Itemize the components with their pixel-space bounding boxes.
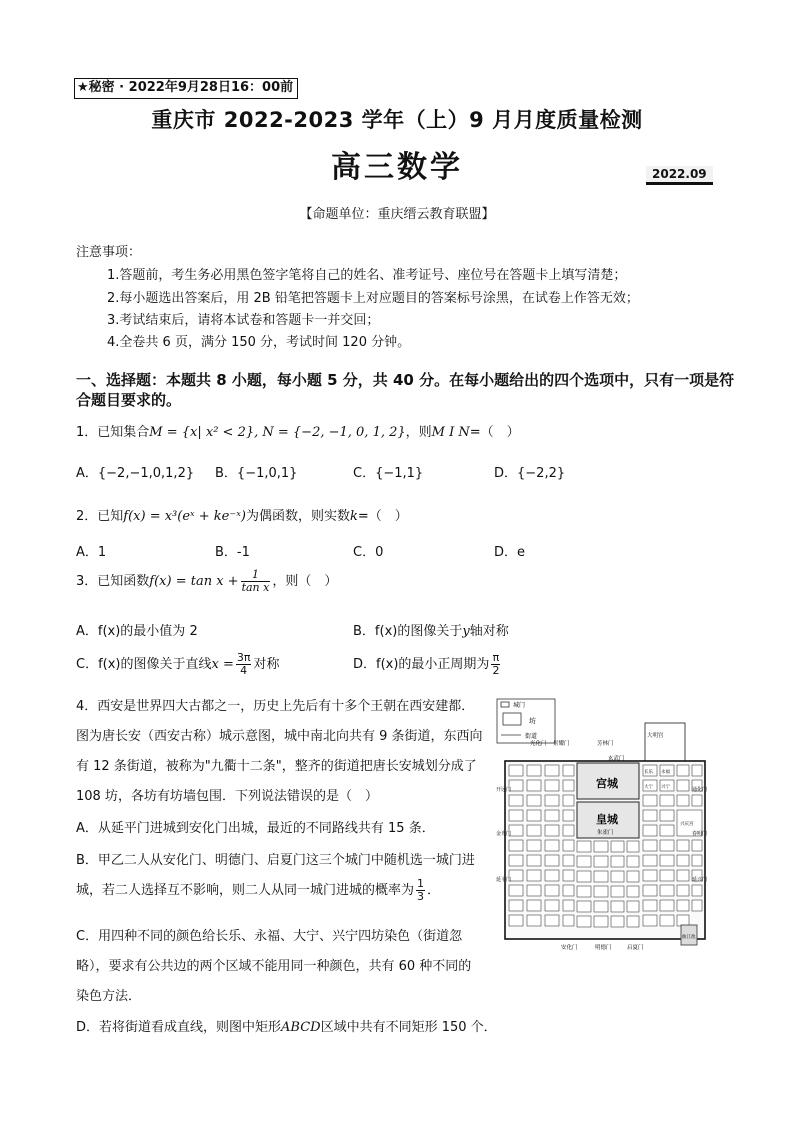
q3-option-c-var: x = [211,657,234,672]
fraction-denominator: 4 [240,664,248,677]
changan-city-map [495,695,717,957]
fraction-denominator: 3 [417,890,425,903]
q2-option-d: D．e [494,545,526,560]
confidential-label: ★秘密 · 2022年9月28日16：00前 [74,78,298,99]
q4-option-b-text: ． [427,883,441,898]
gate-label-bottom: 安化门 [561,945,578,951]
question-2 [76,505,408,524]
map-legend [497,699,555,743]
q1-option-d: D．{−2,2} [494,466,566,481]
gate-label-top: 景耀门 [553,741,570,747]
q2-option-c: C．0 [353,545,384,560]
daming-label: 大明宫 [647,733,664,739]
q3-option-b-var: y [462,624,470,639]
ward-label: 兴宁 [661,785,670,790]
gate-label-bottom: 启夏门 [627,945,644,951]
q3-fraction [241,569,271,594]
fraction-numerator: 1 [417,877,425,890]
daming-palace [645,723,685,761]
q3-option-b-text: B．f(x)的图像关于 [353,624,463,639]
notice-heading: 注意事项： [76,245,142,260]
q1-option-a: A．{−2,−1,0,1,2} [76,466,195,481]
fraction-numerator: 1 [241,569,271,582]
q1-formula: M = {x| x² < 2}, N = {−2, −1, 0, 1, 2} [149,425,406,440]
gate-label-right: 延兴门 [692,877,708,883]
q3-option-d-text: D．f(x)的最小正周期为 [353,657,490,672]
q3-option-c-text: 对称 [253,657,280,672]
q3-option-c-text: C．f(x)的图像关于直线 [76,657,212,672]
xuanwu-label: 玄武门 [608,756,625,762]
gate-label-top: 芳林门 [597,741,614,747]
fraction-denominator: tan x [241,581,270,594]
gate-label-left: 开远门 [496,787,512,793]
q2-formula: f(x) = x³(eˣ + ke⁻ˣ) [123,509,246,524]
exam-title: 重庆市 2022-2023 学年（上）9 月月度质量检测 [151,108,643,132]
fraction-numerator: π [492,651,500,664]
ward-label: 永福 [661,770,670,775]
q4-option-c: C．用四种不同的颜色给长乐、永福、大宁、兴宁四坊染色（街道忽略），要求有公共边的两个区域不能用同一种颜色，共有 60 种不同的染色方法． [76,929,472,1004]
author-unit: 【命题单位：重庆缙云教育联盟】 [299,207,495,222]
gate-label-left: 金光门 [496,831,512,837]
q3-option-d-fraction [491,652,500,677]
ward-label: 兴庆宫 [680,822,694,827]
notice-item: 2.每小题选出答案后，用 2B 铅笔把答题卡上对应题目的答案标号涂黑，在试卷上作答无效； [107,291,639,306]
q2-formula: k [349,509,358,524]
q1-stem: =（ ） [469,425,520,440]
palace-label: 宫城 [596,777,618,790]
notice-item: 3.考试结束后，请将本试卷和答题卡一并交回； [107,313,380,328]
zhuque-label: 朱雀门 [597,830,614,836]
gate-label-right: 通化门 [692,787,708,793]
q3-option-a: A．f(x)的最小值为 2 [76,624,198,639]
subject-title: 高三数学 [331,150,463,185]
ward-label: 长乐 [644,770,653,775]
notice-item: 4.全卷共 6 页，满分 150 分，考试时间 120 分钟。 [107,335,411,350]
gate-label-right: 春明门 [692,831,708,837]
q1-formula: M I N [431,425,470,440]
q3-option-b-text: 轴对称 [469,624,509,639]
legend-fang-label: 坊 [529,717,536,725]
q4-option-a: A．从延平门进城到安化门出城，最近的不同路线共有 15 条． [76,821,435,836]
q3-option-c [76,652,280,677]
q4-option-d-text: D．若将街道看成直线，则图中矩形 [76,1020,282,1035]
q2-option-a: A．1 [76,545,107,560]
q4-option-b [76,846,484,906]
fraction-denominator: 2 [492,664,500,677]
gate-label-left: 延平门 [496,877,512,883]
fraction-numerator: 3π [236,651,251,664]
q2-stem: 2．已知 [76,509,124,524]
q1-option-b: B．{−1,0,1} [215,466,298,481]
q1-stem: 1．已知集合 [76,425,150,440]
gate-label-bottom: 明德门 [595,945,612,951]
q4-option-b-fraction [416,878,425,903]
q4-option-b-text: B．甲乙二人从安化门、明德门、启夏门这三个城门中随机选一城门进城，若二人选择互不影响，则二人从同一城门进城的概率为 [76,853,475,898]
q1-stem: ，则 [405,425,432,440]
ward-label: 大宁 [644,785,653,790]
question-1 [76,421,520,440]
legend-street-label: 街道 [525,733,538,740]
question-4: 4．西安是世界四大古都之一，历史上先后有十多个王朝在西安建都．图为唐长安（西安古称）城示意图，城中南北向共有 9 条街道，东西向有 12 条街道，被称为"九衢十二条"，整齐的街道把唐长安城划分成了 108 坊，各坊有坊墙包围．下列说法错误的是（ ） [76,699,483,804]
q2-stem: =（ ） [357,509,408,524]
q4-option-d-var: ABCD [281,1020,321,1035]
q3-option-b [353,620,509,639]
q3-option-d [353,652,502,677]
q1-option-c: C．{−1,1} [353,466,424,481]
q4-option-d-text: 区域中共有不同矩形 150 个． [320,1020,497,1035]
q4-option-d [76,1016,497,1035]
question-3 [76,569,337,594]
q3-option-c-fraction [236,652,252,677]
q2-option-b: B．-1 [215,545,250,560]
q3-stem: 3．已知函数 [76,574,150,589]
gate-label-top: 光化门 [530,741,547,747]
q2-stem: 为偶函数，则实数 [245,509,350,524]
legend-gate-label: 城门 [513,702,526,709]
q3-stem: ，则（ ） [272,574,338,589]
qujiang-label: 曲江池 [682,935,696,940]
section-heading: 一、选择题：本题共 8 小题，每小题 5 分，共 40 分。在每小题给出的四个选项中，只有一项是符合题目要求的。 [76,371,735,409]
notice-item: 1.答题前，考生务必用黑色签字笔将自己的姓名、准考证号、座位号在答题卡上填写清楚； [107,268,627,283]
q3-formula: f(x) = tan x + [149,574,239,589]
date-badge: 2022.09 [646,166,713,185]
imperial-label: 皇城 [596,813,618,826]
